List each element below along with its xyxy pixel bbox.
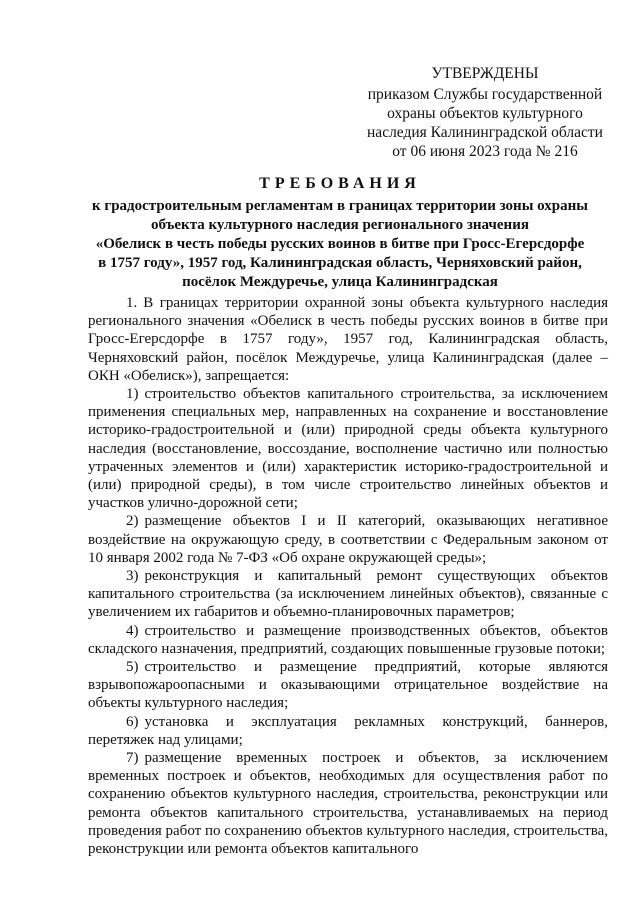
list-item bbox=[88, 749, 608, 858]
approval-heading: УТВЕРЖДЕНЫ bbox=[431, 65, 539, 82]
list-item bbox=[88, 622, 608, 658]
title-line: к градостроительным регламентам в границах территории зоны охраны bbox=[92, 198, 588, 214]
approval-line: охраны объектов культурного bbox=[387, 105, 583, 122]
list-item bbox=[88, 512, 608, 567]
item-text: строительство объектов капитального строительства, за исключением применения специальных мер, направленных на сохранение и восстановление историко-градостроительной и (или) природной среды объекта культурного наследия (восстановление, воссоздание, восполнение частично или полностью утраченных элементов и (или) характеристик историко-градостроительной и (или) природной среды), в том числе строительство линейных объектов и участков улично-дорожной сети; bbox=[88, 386, 608, 512]
title-line: «Обелиск в честь победы русских воинов в битве при Гросс-Егерсдорфе bbox=[95, 236, 585, 252]
document-title bbox=[80, 174, 600, 292]
document-body bbox=[88, 294, 608, 858]
item-number: 7) bbox=[126, 750, 139, 767]
item-text: реконструкция и капитальный ремонт существующих объектов капитального строительства (за исключением линейных объектов), связанные с увеличением их габаритов и объемно-планировочных параметров; bbox=[88, 568, 608, 621]
list-item bbox=[88, 658, 608, 713]
item-number: 5) bbox=[126, 659, 139, 676]
title-line: в 1757 году», 1957 год, Калининградская область, Черняховский район, bbox=[98, 255, 582, 271]
item-text: размещение временных построек и объектов, за исключением временных построек и объектов, необходимых для осуществления работ по сохранению объектов культурного наследия, строительства, реконструкции или ремонта объектов капитального строительства, устанавливаемых на период проведения работ по сохранению объектов культурного наследия, строительства, реконструкции или ремонта объектов капитального bbox=[88, 750, 608, 858]
item-text: размещение объектов I и II категорий, оказывающих негативное воздействие на окружающую среду, в соответствии с Федеральным законом от 10 января 2002 года № 7-ФЗ «Об охране окружающей среды»; bbox=[88, 513, 608, 566]
item-number: 1) bbox=[126, 386, 139, 403]
approval-line: от 06 июня 2023 года № 216 bbox=[392, 143, 578, 160]
approval-line: наследия Калининградской области bbox=[367, 124, 603, 141]
list-item bbox=[88, 713, 608, 749]
approval-line: приказом Службы государственной bbox=[367, 86, 603, 103]
item-text: установка и эксплуатация рекламных конструкций, баннеров, перетяжек над улицами; bbox=[88, 713, 608, 748]
paragraph-number: 1. bbox=[126, 295, 138, 311]
paragraph-text: В границах территории охранной зоны объекта культурного наследия регионального значения «Обелиск в честь победы русских воинов в битве при Гросс-Егерсдорфе в 1757 году», 1957 год, Калининградская область, Черняховский район, посёлок Междуречье, улица Калининградская (далее – ОКН «Обелиск»), запрещается: bbox=[88, 295, 608, 384]
intro-paragraph bbox=[88, 294, 608, 385]
item-text: строительство и размещение предприятий, которые являются взрывопожароопасными и оказывающими отрицательное воздействие на объекты культурного наследия; bbox=[88, 659, 608, 712]
list-item bbox=[88, 385, 608, 512]
item-text: строительство и размещение производственных объектов, объектов складского назначения, предприятий, создающих повышенные грузовые потоки; bbox=[88, 622, 608, 657]
item-number: 3) bbox=[126, 568, 139, 585]
approval-stamp bbox=[350, 64, 620, 161]
item-number: 6) bbox=[126, 713, 139, 730]
title-line: объекта культурного наследия регионального значения bbox=[151, 217, 529, 233]
list-item bbox=[88, 567, 608, 622]
item-number: 4) bbox=[126, 622, 139, 639]
item-number: 2) bbox=[126, 513, 139, 530]
title-heading: ТРЕБОВАНИЯ bbox=[259, 175, 421, 192]
title-line: посёлок Междуречье, улица Калининградская bbox=[182, 274, 498, 290]
